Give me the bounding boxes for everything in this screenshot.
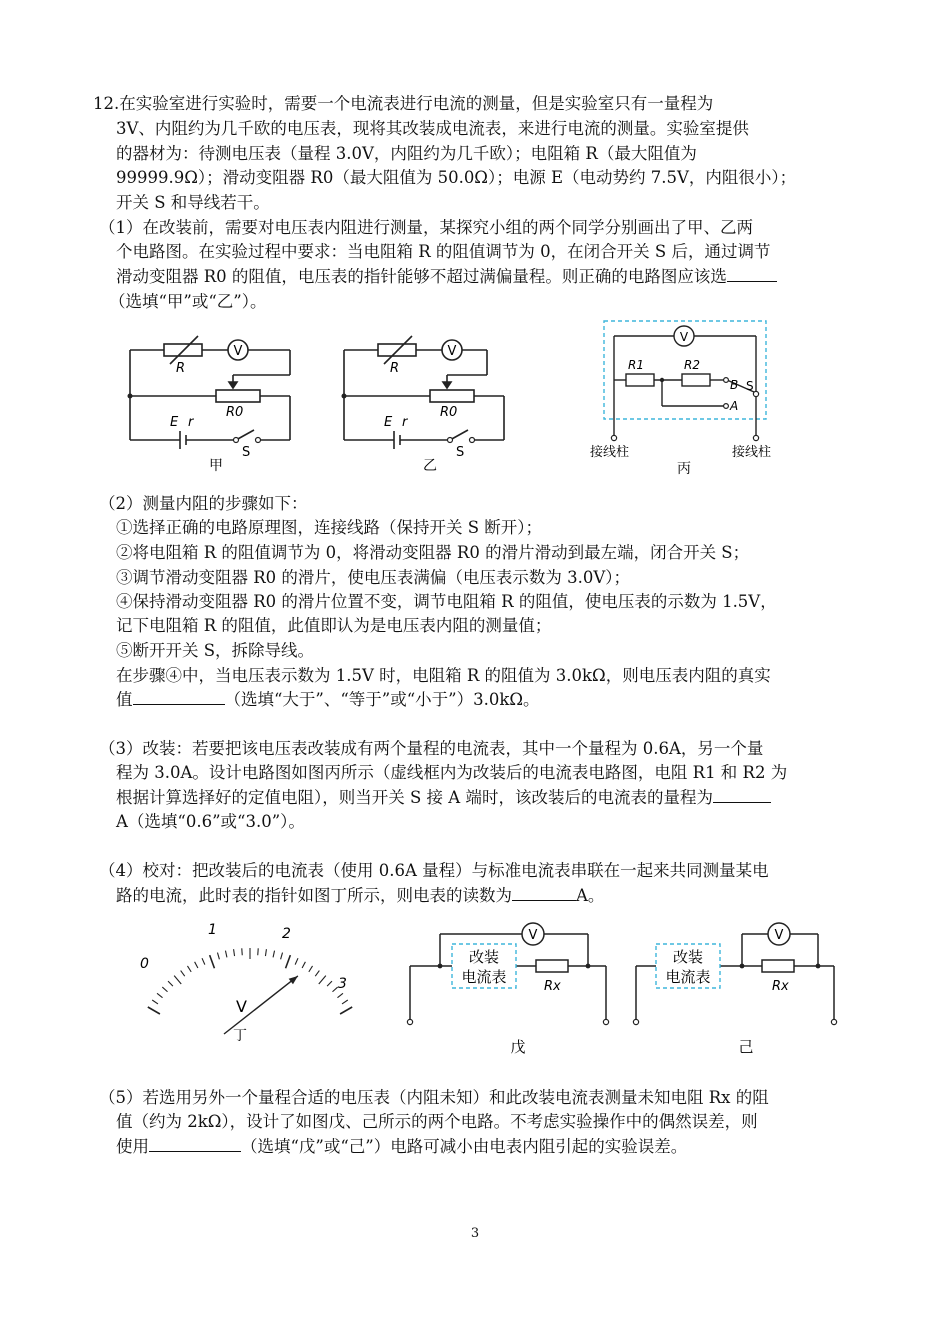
question-number: 12. (93, 94, 120, 113)
label-R0: R0 (226, 405, 244, 420)
meter-tick (195, 962, 198, 968)
tick-label-0: 0 (140, 956, 149, 972)
part2-line-5: ④保持滑动变阻器 R0 的滑片位置不变，调节电阻箱 R 的阻值，使电压表的示数为 1.5V， (116, 592, 777, 611)
meter-tick (332, 987, 337, 992)
meter-tick (217, 953, 219, 960)
part3-line-4: A（选填“0.6”或“3.0”）。 (116, 812, 305, 831)
page-number: 3 (470, 1226, 480, 1241)
meter-tick (168, 981, 173, 986)
caption-ding: 丁 (233, 1028, 247, 1044)
meter-tick (148, 1007, 160, 1014)
tick-label-1: 1 (208, 922, 217, 938)
meter-tick (157, 993, 163, 997)
caption-ji: 己 (738, 1038, 754, 1056)
meter-tick (337, 993, 343, 997)
question-stem-line-2: 3V、内阻约为几千欧的电压表，现将其改装成电流表，来进行电流的测量。实验室提供 (116, 119, 749, 138)
caption-jia: 甲 (209, 458, 223, 474)
meter-tick (315, 971, 319, 977)
meter-tick (187, 966, 191, 972)
meter-unit: V (236, 997, 247, 1016)
label-E: E (384, 415, 393, 430)
meter-tick (327, 981, 332, 986)
part1-line-1: （1）在改装前，需要对电压表内阻进行测量，某探究小组的两个同学分别画出了甲、乙两 (99, 218, 753, 237)
part3-line-2: 程为 3.0A。设计电路图如图丙所示（虚线框内为改装后的电流表电路图，电阻 R1 和 R2 为 (116, 763, 788, 782)
part2-line-9: 值 （选填“大于”、“等于”或“小于”）3.0kΩ。 (116, 690, 540, 709)
part4-line-1: （4）校对：把改装后的电流表（使用 0.6A 量程）与标准电流表串联在一起来共同测量某电 (99, 861, 769, 880)
part5-line-3: 使用 （选填“戊”或“己”）电路可减小由电表内阻引起的实验误差。 (116, 1137, 688, 1156)
part4-line-2: 路的电流，此时表的指针如图丁所示，则电表的读数为 A。 (116, 886, 605, 905)
answer-blank-4[interactable] (512, 884, 576, 901)
meter-tick (302, 962, 305, 968)
part2-line-1: （2）测量内阻的步骤如下： (99, 494, 308, 513)
label-S: S (242, 445, 251, 460)
terminal-right-label: 接线柱 (732, 445, 772, 460)
label-R: R (176, 361, 186, 376)
label-R1: R1 (628, 358, 644, 372)
meter-tick (295, 958, 298, 964)
question-stem-line-3: 的器材为：待测电压表（量程 3.0V，内阻约为几千欧）；电阻箱 R（最大阻值为 (116, 144, 697, 163)
box-label-line2: 电流表 (665, 968, 711, 986)
label-R0: R0 (440, 405, 458, 420)
tick-label-2: 2 (282, 926, 291, 942)
label-Rx: Rx (772, 979, 789, 994)
slide-rheostat-R0 (216, 390, 260, 402)
part2-line-8: 在步骤④中，当电压表示数为 1.5V 时，电阻箱 R 的阻值为 3.0kΩ，则电压表内阻的真实 (116, 666, 771, 685)
part2-line-3: ②将电阻箱 R 的阻值调节为 0，将滑动变阻器 R0 的滑片滑动到最左端，闭合开关 S； (116, 543, 750, 562)
answer-blank-2[interactable] (133, 688, 225, 705)
meter-tick (181, 971, 185, 977)
label-S: S (746, 379, 754, 393)
meter-tick (162, 987, 167, 992)
meter-scale (148, 948, 352, 1014)
meter-tick (174, 976, 181, 984)
label-E: E (170, 415, 179, 430)
part5-line-2: 值（约为 2kΩ），设计了如图戊、己所示的两个电路。不考虑实验操作中的偶然误差，则 (116, 1112, 758, 1131)
voltmeter-label: V (447, 344, 457, 359)
meter-tick (152, 1000, 158, 1004)
answer-blank-5[interactable] (149, 1135, 241, 1152)
meter-tick (281, 953, 283, 960)
meter-tick (340, 1007, 352, 1014)
part3-line-3: 根据计算选择好的定值电阻），则当开关 S 接 A 端时，该改装后的电流表的量程为 (116, 786, 771, 810)
voltmeter-label: V (528, 928, 538, 943)
question-stem-line-5: 开关 S 和导线若干。 (116, 193, 270, 212)
label-r: r (188, 415, 194, 430)
meter-pointer-head (289, 976, 298, 984)
caption-bing: 丙 (677, 461, 691, 477)
meter-tick (309, 966, 313, 972)
circuit-jia (118, 330, 308, 480)
label-S: S (456, 445, 465, 460)
circuit-wu (398, 912, 618, 1062)
label-Rx: Rx (544, 979, 561, 994)
meter-tick (286, 955, 291, 968)
label-B: B (730, 378, 739, 392)
label-R2: R2 (684, 358, 700, 372)
part2-line-6: 记下电阻箱 R 的阻值，此值即认为是电压表内阻的测量值； (116, 616, 552, 635)
caption-wu: 戊 (510, 1038, 526, 1056)
part1-line-3: 滑动变阻器 R0 的阻值，电压表的指针能够不超过满偏量程。则正确的电路图应该选 (116, 265, 777, 289)
voltmeter-label: V (233, 344, 243, 359)
question-stem-line-4: 99999.9Ω）；滑动变阻器 R0（最大阻值为 50.0Ω）；电源 E（电动势约 7.5V，内阻很小）； (116, 168, 797, 187)
meter-tick (210, 955, 215, 968)
meter-tick (273, 951, 274, 958)
part2-line-7: ⑤断开开关 S，拆除导线。 (116, 641, 315, 660)
label-r: r (402, 415, 408, 430)
part1-line-2: 个电路图。在实验过程中要求：当电阻箱 R 的阻值调节为 0，在闭合开关 S 后，通过调节 (116, 242, 771, 261)
label-A: A (730, 399, 739, 413)
box-label-line1: 改装 (672, 948, 704, 966)
part1-line-4: （选填“甲”或“乙”）。 (109, 292, 267, 311)
meter-tick (225, 951, 226, 958)
part2-line-2: ①选择正确的电路原理图，连接线路（保持开关 S 断开）； (116, 518, 543, 537)
meter-tick (202, 958, 205, 964)
question-stem-line-1: 12.在实验室进行实验时，需要一个电流表进行电流的测量，但是实验室只有一量程为 (93, 94, 714, 113)
meter-tick (319, 976, 326, 984)
voltmeter-label: V (774, 928, 784, 943)
part5-line-1: （5）若选用另外一个量程合适的电压表（内阻未知）和此改装电流表测量未知电阻 Rx 的阻 (99, 1088, 769, 1107)
answer-blank-3[interactable] (713, 786, 771, 803)
meter-tick (234, 949, 235, 956)
meter-ding (132, 916, 362, 1056)
box-label-line2: 电流表 (461, 968, 507, 986)
terminal-left-label: 接线柱 (590, 445, 630, 460)
part2-line-4: ③调节滑动变阻器 R0 的滑片，使电压表满偏（电压表示数为 3.0V）； (116, 568, 631, 587)
caption-yi: 乙 (423, 458, 437, 474)
box-label-line1: 改装 (468, 948, 500, 966)
meter-tick (342, 1000, 348, 1004)
tick-label-3: 3 (338, 976, 347, 992)
meter-tick (265, 949, 266, 956)
voltmeter-label: V (679, 330, 689, 344)
circuit-ji (626, 912, 846, 1062)
answer-blank-1[interactable] (727, 265, 777, 282)
part3-line-1: （3）改装：若要把该电压表改装成有两个量程的电流表，其中一个量程为 0.6A，另一个量 (99, 739, 764, 758)
circuit-bing (586, 318, 786, 478)
label-R: R (390, 361, 400, 376)
circuit-yi (332, 330, 522, 480)
